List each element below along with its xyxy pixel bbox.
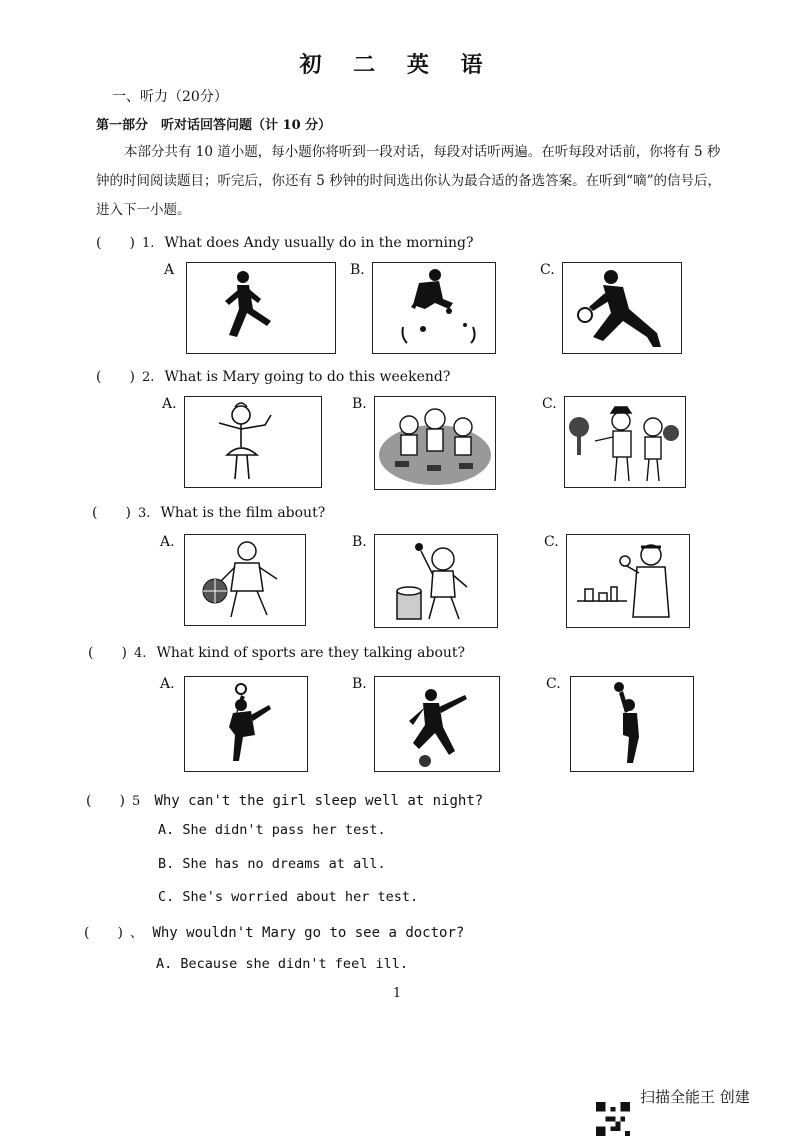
picture-kicking — [372, 262, 496, 354]
question-text: Why wouldn't Mary go to see a doctor? — [152, 925, 465, 941]
question-4 — [88, 642, 465, 662]
option-label-b: B. — [352, 396, 367, 412]
option-label-b: B. — [352, 676, 367, 692]
question-text: What is Mary going to do this weekend? — [164, 369, 451, 385]
answer-blank[interactable]: ( ) — [86, 793, 125, 809]
option-label-c: C. — [546, 676, 561, 692]
question-number: 5 — [132, 794, 141, 809]
option-label-c: C. — [540, 262, 555, 278]
question-number: 1. — [142, 236, 155, 251]
question-number: 、 — [130, 926, 144, 941]
qr-code-icon — [596, 1102, 630, 1136]
question-text: What kind of sports are they talking about? — [156, 645, 466, 661]
option-label-b: B. — [352, 534, 367, 550]
picture-scientist — [566, 534, 690, 628]
part-heading: 第一部分 听对话回答问题（计 10 分） — [96, 118, 332, 133]
option-label-c: C. — [544, 534, 559, 550]
picture-drummer — [374, 534, 498, 628]
question-text: Why can't the girl sleep well at night? — [154, 793, 484, 809]
question-2 — [96, 366, 450, 386]
option-label-c: C. — [542, 396, 557, 412]
answer-blank[interactable]: ( ) — [96, 369, 135, 385]
picture-two-tourists — [564, 396, 686, 488]
answer-blank[interactable]: ( ) — [84, 925, 123, 941]
page-title: 初 二 英 语 — [299, 52, 495, 78]
question-text: What is the film about? — [160, 505, 326, 521]
question-text: What does Andy usually do in the morning? — [164, 235, 474, 251]
answer-blank[interactable]: ( ) — [96, 235, 135, 251]
picture-basketball-player — [184, 534, 306, 626]
picture-basketball — [570, 676, 694, 772]
scanner-watermark: 扫描全能王 创建 — [640, 1088, 750, 1106]
choice-a[interactable]: A. She didn't pass her test. — [158, 822, 386, 838]
picture-tennis — [562, 262, 682, 354]
section-heading: 一、听力（20分） — [112, 89, 228, 105]
picture-ballet-dancer — [184, 396, 322, 488]
picture-football — [374, 676, 500, 772]
instructions-paragraph: 本部分共有 10 道小题，每小题你将听到一段对话，每段对话听两遍。在听每段对话前，你将有 5 秒钟的时间阅读题目；听完后，你还有 5 秒钟的时间选出你认为最合适的备选答案。在听到“嘀”的信号后，进入下一小题。 — [96, 144, 721, 218]
question-3 — [92, 502, 325, 522]
option-label-b: B. — [350, 262, 365, 278]
question-number: 2. — [142, 370, 155, 385]
question-5 — [86, 790, 483, 810]
choice-a[interactable]: A. Because she didn't feel ill. — [156, 956, 408, 972]
page-number: 1 — [392, 986, 402, 1001]
picture-family-picnic — [374, 396, 496, 490]
picture-running — [186, 262, 336, 354]
picture-badminton — [184, 676, 308, 772]
answer-blank[interactable]: ( ) — [88, 645, 127, 661]
choice-b[interactable]: B. She has no dreams at all. — [158, 856, 386, 872]
question-1 — [96, 232, 473, 252]
option-label-a: A — [164, 262, 175, 278]
option-label-a: A. — [160, 676, 175, 692]
option-label-a: A. — [162, 396, 177, 412]
option-label-a: A. — [160, 534, 175, 550]
question-6 — [84, 922, 464, 942]
choice-c[interactable]: C. She's worried about her test. — [158, 889, 419, 905]
question-number: 3. — [138, 506, 151, 521]
answer-blank[interactable]: ( ) — [92, 505, 131, 521]
question-number: 4. — [134, 646, 147, 661]
